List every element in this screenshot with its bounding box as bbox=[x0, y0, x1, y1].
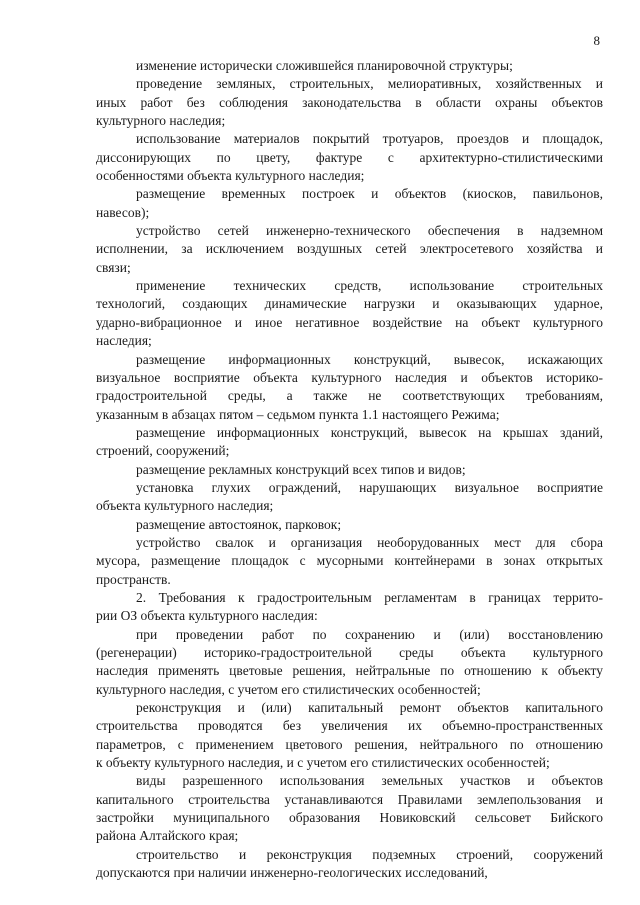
paragraph bbox=[96, 222, 603, 277]
paragraph-line: диссонирующих по цвету, фактуре с архитектурно-стилистическими bbox=[96, 149, 603, 165]
paragraph-line: наследия; bbox=[96, 333, 152, 349]
paragraph-line: навесов); bbox=[96, 204, 150, 220]
paragraph-line: устройство сетей инженерно-технического обеспечения в надземном bbox=[136, 223, 603, 239]
paragraph-line: виды разрешенного использования земельных участков и объектов bbox=[136, 773, 603, 789]
paragraph bbox=[96, 351, 603, 424]
paragraph-line: проведение земляных, строительных, мелиоративных, хозяйственных и bbox=[136, 76, 603, 92]
paragraph bbox=[96, 461, 603, 479]
paragraph-line: строений, сооружений; bbox=[96, 443, 230, 459]
paragraph bbox=[96, 130, 603, 185]
paragraph-line: района Алтайского края; bbox=[96, 828, 239, 844]
paragraph-line: размещение рекламных конструкций всех типов и видов; bbox=[136, 461, 466, 477]
paragraph bbox=[96, 846, 603, 883]
paragraph-line: градостроительной среды, а также не соответствующих требованиям, bbox=[96, 388, 603, 404]
paragraph bbox=[96, 185, 603, 222]
paragraph-line: рии ОЗ объекта культурного наследия: bbox=[96, 608, 318, 624]
paragraph-line: размещение информационных конструкций, вывесок на крышах зданий, bbox=[136, 424, 603, 440]
paragraph-line: размещение информационных конструкций, вывесок, искажающих bbox=[136, 351, 603, 367]
paragraph-line: строительство и реконструкция подземных строений, сооружений bbox=[136, 846, 603, 862]
paragraph-line: при проведении работ по сохранению и (или) восстановлению bbox=[136, 626, 603, 642]
page-number: 8 bbox=[593, 33, 600, 48]
paragraph-line: устройство свалок и организация необорудованных мест для сбора bbox=[136, 534, 603, 550]
paragraph-line: указанным в абзацах пятом – седьмом пункта 1.1 настоящего Режима; bbox=[96, 406, 500, 422]
paragraph-line: установка глухих ограждений, нарушающих визуальное восприятие bbox=[136, 479, 603, 495]
paragraph-line: особенностями объекта культурного наследия; bbox=[96, 168, 365, 184]
paragraph-line: реконструкция и (или) капитальный ремонт объектов капитального bbox=[136, 700, 603, 716]
paragraph-line: использование материалов покрытий тротуаров, проездов и площадок, bbox=[136, 131, 603, 147]
paragraph-line: наследия применять цветовые решения, нейтральные по отношению к объекту bbox=[96, 663, 603, 679]
paragraph-line: застройки муниципального образования Новиковский сельсовет Бийского bbox=[96, 810, 603, 826]
paragraph-line: культурного наследия, с учетом его стилистических особенностей; bbox=[96, 681, 481, 697]
paragraph bbox=[96, 277, 603, 350]
paragraph-line: капитального строительства устанавливаются Правилами землепользования и bbox=[96, 791, 603, 807]
paragraph-line: ударно-вибрационное и иное негативное воздействие на объект культурного bbox=[96, 314, 603, 330]
paragraph-line: размещение автостоянок, парковок; bbox=[136, 516, 342, 532]
paragraph bbox=[96, 534, 603, 589]
paragraph bbox=[96, 589, 603, 626]
paragraph-line: мусора, размещение площадок с мусорными контейнерами в зонах открытых bbox=[96, 553, 603, 569]
paragraph-line: (регенерации) историко-градостроительной среды объекта культурного bbox=[96, 645, 603, 660]
paragraph-line: культурного наследия; bbox=[96, 113, 226, 129]
paragraph-line: визуальное восприятие объекта культурного наследия и объектов историко- bbox=[96, 369, 603, 385]
paragraph-line: связи; bbox=[96, 259, 131, 275]
paragraph-line: изменение исторически сложившейся планировочной структуры; bbox=[136, 58, 513, 73]
paragraph bbox=[96, 479, 603, 516]
paragraph-line: к объекту культурного наследия, и с учетом его стилистических особенностей; bbox=[96, 755, 550, 771]
paragraph-line: иных работ без соблюдения законодательства в области охраны объектов bbox=[96, 94, 603, 110]
paragraph-line: размещение временных построек и объектов (киосков, павильонов, bbox=[136, 186, 603, 202]
paragraph-line: исполнении, за исключением воздушных сетей электросетевого хозяйства и bbox=[96, 241, 603, 257]
paragraph-line: допускаются при наличии инженерно-геологических исследований, bbox=[96, 865, 488, 881]
paragraph-line: строительства проводятся без увеличения их объемно-пространственных bbox=[96, 718, 603, 734]
paragraph bbox=[96, 772, 603, 845]
paragraph bbox=[96, 699, 603, 772]
paragraph bbox=[96, 626, 603, 699]
paragraph-line: применение технических средств, использование строительных bbox=[136, 278, 603, 294]
paragraph bbox=[96, 424, 603, 461]
paragraph-line: 2. Требования к градостроительным регламентам в границах террито- bbox=[136, 589, 603, 605]
paragraph-line: пространств. bbox=[96, 571, 171, 587]
paragraph-line: технологий, создающих динамические нагрузки и оказывающих ударное, bbox=[96, 296, 603, 312]
paragraph bbox=[96, 75, 603, 130]
paragraph-line: параметров, с применением цветового решения, нейтрального по отношению bbox=[96, 736, 603, 752]
paragraph bbox=[96, 516, 603, 534]
paragraph bbox=[96, 57, 603, 75]
document-body bbox=[96, 57, 603, 882]
paragraph-line: объекта культурного наследия; bbox=[96, 498, 274, 514]
